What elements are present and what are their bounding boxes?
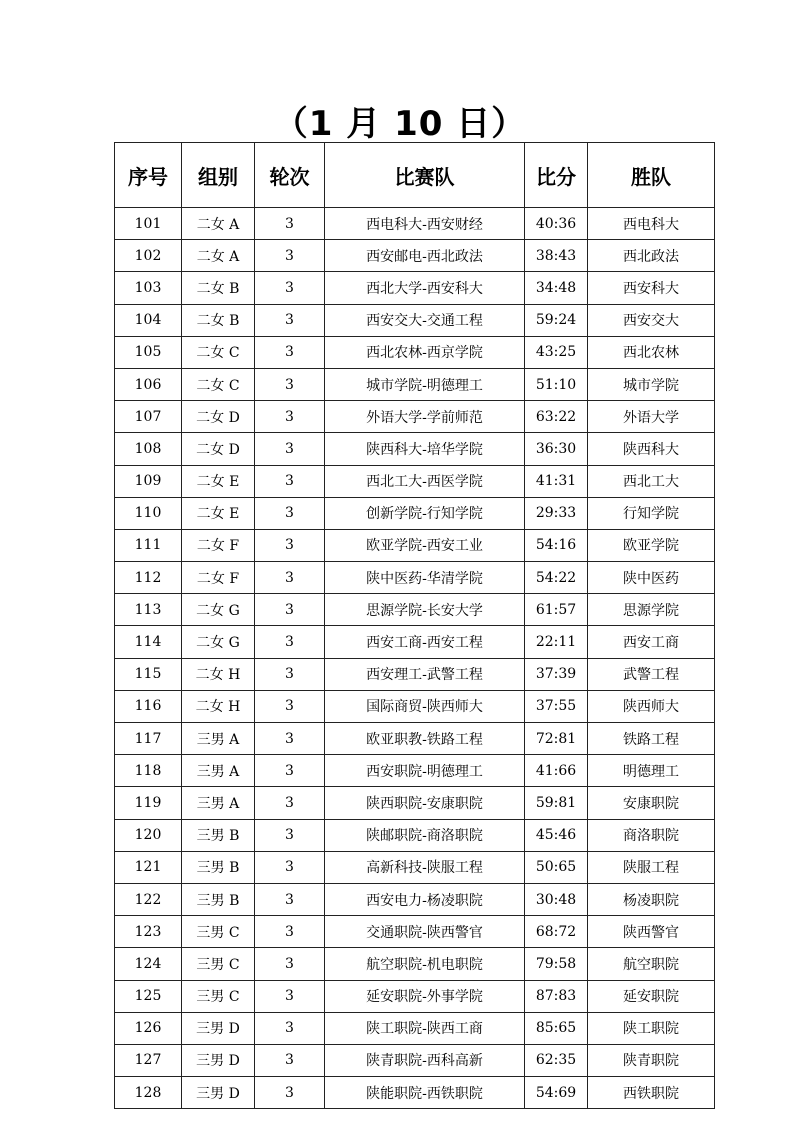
cell-teams: 国际商贸-陕西师大 bbox=[325, 690, 525, 722]
cell-round: 3 bbox=[255, 723, 325, 755]
cell-teams: 西安职院-明德理工 bbox=[325, 755, 525, 787]
cell-group: 三男 D bbox=[182, 1044, 255, 1076]
table-row bbox=[115, 272, 715, 304]
table-row bbox=[115, 208, 715, 240]
cell-teams: 思源学院-长安大学 bbox=[325, 594, 525, 626]
cell-round: 3 bbox=[255, 465, 325, 497]
cell-score: 41:66 bbox=[525, 755, 588, 787]
cell-score: 72:81 bbox=[525, 723, 588, 755]
cell-winner: 西安交大 bbox=[588, 304, 715, 336]
cell-no: 118 bbox=[115, 755, 182, 787]
cell-no: 114 bbox=[115, 626, 182, 658]
cell-no: 120 bbox=[115, 819, 182, 851]
cell-winner: 西电科大 bbox=[588, 208, 715, 240]
cell-round: 3 bbox=[255, 433, 325, 465]
cell-group: 二女 D bbox=[182, 401, 255, 433]
cell-score: 22:11 bbox=[525, 626, 588, 658]
cell-winner: 杨凌职院 bbox=[588, 883, 715, 915]
cell-teams: 航空职院-机电职院 bbox=[325, 948, 525, 980]
cell-score: 29:33 bbox=[525, 497, 588, 529]
cell-score: 59:24 bbox=[525, 304, 588, 336]
header-teams: 比赛队 bbox=[325, 143, 525, 208]
cell-teams: 陕西职院-安康职院 bbox=[325, 787, 525, 819]
cell-teams: 西电科大-西安财经 bbox=[325, 208, 525, 240]
cell-winner: 延安职院 bbox=[588, 980, 715, 1012]
table-row bbox=[115, 465, 715, 497]
table-row bbox=[115, 562, 715, 594]
cell-score: 45:46 bbox=[525, 819, 588, 851]
cell-no: 101 bbox=[115, 208, 182, 240]
cell-winner: 陕中医药 bbox=[588, 562, 715, 594]
cell-winner: 安康职院 bbox=[588, 787, 715, 819]
cell-no: 112 bbox=[115, 562, 182, 594]
cell-no: 115 bbox=[115, 658, 182, 690]
cell-winner: 西北政法 bbox=[588, 240, 715, 272]
cell-no: 111 bbox=[115, 529, 182, 561]
cell-score: 61:57 bbox=[525, 594, 588, 626]
cell-teams: 西北工大-西医学院 bbox=[325, 465, 525, 497]
cell-round: 3 bbox=[255, 948, 325, 980]
cell-no: 113 bbox=[115, 594, 182, 626]
table-header-row bbox=[115, 143, 715, 208]
cell-round: 3 bbox=[255, 883, 325, 915]
cell-winner: 西北农林 bbox=[588, 336, 715, 368]
header-score: 比分 bbox=[525, 143, 588, 208]
table-row bbox=[115, 1044, 715, 1076]
cell-group: 二女 F bbox=[182, 529, 255, 561]
cell-group: 二女 F bbox=[182, 562, 255, 594]
cell-winner: 陕青职院 bbox=[588, 1044, 715, 1076]
cell-group: 二女 C bbox=[182, 336, 255, 368]
table-row bbox=[115, 497, 715, 529]
cell-no: 122 bbox=[115, 883, 182, 915]
cell-score: 43:25 bbox=[525, 336, 588, 368]
cell-score: 68:72 bbox=[525, 916, 588, 948]
table-row bbox=[115, 819, 715, 851]
table-row bbox=[115, 626, 715, 658]
table-body bbox=[115, 208, 715, 1109]
cell-round: 3 bbox=[255, 304, 325, 336]
cell-group: 三男 C bbox=[182, 916, 255, 948]
table-row bbox=[115, 304, 715, 336]
table-row bbox=[115, 883, 715, 915]
cell-score: 79:58 bbox=[525, 948, 588, 980]
cell-winner: 陕服工程 bbox=[588, 851, 715, 883]
cell-score: 40:36 bbox=[525, 208, 588, 240]
cell-group: 二女 A bbox=[182, 240, 255, 272]
cell-score: 37:55 bbox=[525, 690, 588, 722]
cell-no: 108 bbox=[115, 433, 182, 465]
table-row bbox=[115, 723, 715, 755]
cell-round: 3 bbox=[255, 368, 325, 400]
cell-teams: 陕青职院-西科高新 bbox=[325, 1044, 525, 1076]
cell-group: 二女 G bbox=[182, 594, 255, 626]
cell-winner: 西安工商 bbox=[588, 626, 715, 658]
cell-group: 二女 A bbox=[182, 208, 255, 240]
cell-group: 三男 C bbox=[182, 980, 255, 1012]
cell-winner: 西铁职院 bbox=[588, 1077, 715, 1109]
cell-no: 123 bbox=[115, 916, 182, 948]
cell-winner: 城市学院 bbox=[588, 368, 715, 400]
cell-group: 三男 B bbox=[182, 883, 255, 915]
header-round: 轮次 bbox=[255, 143, 325, 208]
cell-no: 110 bbox=[115, 497, 182, 529]
cell-score: 54:69 bbox=[525, 1077, 588, 1109]
cell-score: 62:35 bbox=[525, 1044, 588, 1076]
table-row bbox=[115, 916, 715, 948]
results-table bbox=[114, 142, 715, 1109]
cell-winner: 西安科大 bbox=[588, 272, 715, 304]
cell-group: 三男 B bbox=[182, 851, 255, 883]
cell-teams: 西安邮电-西北政法 bbox=[325, 240, 525, 272]
cell-score: 30:48 bbox=[525, 883, 588, 915]
cell-winner: 陕西警官 bbox=[588, 916, 715, 948]
table-row bbox=[115, 368, 715, 400]
cell-no: 102 bbox=[115, 240, 182, 272]
cell-winner: 航空职院 bbox=[588, 948, 715, 980]
cell-no: 106 bbox=[115, 368, 182, 400]
table-row bbox=[115, 1012, 715, 1044]
cell-no: 103 bbox=[115, 272, 182, 304]
cell-winner: 行知学院 bbox=[588, 497, 715, 529]
header-group: 组别 bbox=[182, 143, 255, 208]
cell-score: 36:30 bbox=[525, 433, 588, 465]
cell-round: 3 bbox=[255, 401, 325, 433]
cell-group: 三男 A bbox=[182, 787, 255, 819]
cell-teams: 西北大学-西安科大 bbox=[325, 272, 525, 304]
table-row bbox=[115, 787, 715, 819]
cell-score: 50:65 bbox=[525, 851, 588, 883]
table-row bbox=[115, 980, 715, 1012]
table-row bbox=[115, 433, 715, 465]
cell-no: 107 bbox=[115, 401, 182, 433]
cell-round: 3 bbox=[255, 1077, 325, 1109]
cell-no: 128 bbox=[115, 1077, 182, 1109]
cell-round: 3 bbox=[255, 1044, 325, 1076]
cell-teams: 延安职院-外事学院 bbox=[325, 980, 525, 1012]
cell-no: 105 bbox=[115, 336, 182, 368]
header-winner: 胜队 bbox=[588, 143, 715, 208]
cell-teams: 陕能职院-西铁职院 bbox=[325, 1077, 525, 1109]
table-row bbox=[115, 529, 715, 561]
table-row bbox=[115, 1077, 715, 1109]
cell-teams: 西安工商-西安工程 bbox=[325, 626, 525, 658]
cell-group: 二女 H bbox=[182, 690, 255, 722]
cell-round: 3 bbox=[255, 497, 325, 529]
table-row bbox=[115, 240, 715, 272]
cell-score: 63:22 bbox=[525, 401, 588, 433]
cell-teams: 城市学院-明德理工 bbox=[325, 368, 525, 400]
page-title: （1 月 10 日） bbox=[273, 104, 527, 144]
cell-round: 3 bbox=[255, 658, 325, 690]
cell-group: 三男 C bbox=[182, 948, 255, 980]
cell-round: 3 bbox=[255, 819, 325, 851]
cell-teams: 陕邮职院-商洛职院 bbox=[325, 819, 525, 851]
cell-group: 二女 E bbox=[182, 497, 255, 529]
cell-no: 104 bbox=[115, 304, 182, 336]
cell-group: 二女 E bbox=[182, 465, 255, 497]
table-row bbox=[115, 948, 715, 980]
cell-group: 二女 C bbox=[182, 368, 255, 400]
table-row bbox=[115, 401, 715, 433]
table-row bbox=[115, 690, 715, 722]
cell-winner: 陕西师大 bbox=[588, 690, 715, 722]
cell-round: 3 bbox=[255, 787, 325, 819]
cell-winner: 西北工大 bbox=[588, 465, 715, 497]
cell-round: 3 bbox=[255, 1012, 325, 1044]
cell-winner: 思源学院 bbox=[588, 594, 715, 626]
cell-winner: 外语大学 bbox=[588, 401, 715, 433]
cell-round: 3 bbox=[255, 980, 325, 1012]
cell-round: 3 bbox=[255, 529, 325, 561]
cell-group: 二女 H bbox=[182, 658, 255, 690]
cell-score: 41:31 bbox=[525, 465, 588, 497]
cell-teams: 西安理工-武警工程 bbox=[325, 658, 525, 690]
cell-winner: 欧亚学院 bbox=[588, 529, 715, 561]
cell-round: 3 bbox=[255, 755, 325, 787]
cell-no: 116 bbox=[115, 690, 182, 722]
cell-round: 3 bbox=[255, 594, 325, 626]
cell-winner: 陕工职院 bbox=[588, 1012, 715, 1044]
cell-teams: 欧亚学院-西安工业 bbox=[325, 529, 525, 561]
cell-winner: 商洛职院 bbox=[588, 819, 715, 851]
cell-round: 3 bbox=[255, 626, 325, 658]
cell-round: 3 bbox=[255, 690, 325, 722]
cell-teams: 交通职院-陕西警官 bbox=[325, 916, 525, 948]
cell-group: 三男 B bbox=[182, 819, 255, 851]
cell-score: 59:81 bbox=[525, 787, 588, 819]
cell-no: 109 bbox=[115, 465, 182, 497]
table-row bbox=[115, 851, 715, 883]
cell-score: 87:83 bbox=[525, 980, 588, 1012]
table-row bbox=[115, 755, 715, 787]
cell-score: 85:65 bbox=[525, 1012, 588, 1044]
cell-group: 二女 G bbox=[182, 626, 255, 658]
table-row bbox=[115, 658, 715, 690]
cell-teams: 西安交大-交通工程 bbox=[325, 304, 525, 336]
cell-teams: 陕中医药-华清学院 bbox=[325, 562, 525, 594]
cell-winner: 明德理工 bbox=[588, 755, 715, 787]
cell-teams: 西安电力-杨凌职院 bbox=[325, 883, 525, 915]
cell-group: 二女 D bbox=[182, 433, 255, 465]
cell-no: 117 bbox=[115, 723, 182, 755]
cell-no: 124 bbox=[115, 948, 182, 980]
cell-winner: 武警工程 bbox=[588, 658, 715, 690]
cell-no: 125 bbox=[115, 980, 182, 1012]
cell-teams: 欧亚职教-铁路工程 bbox=[325, 723, 525, 755]
cell-group: 三男 A bbox=[182, 723, 255, 755]
cell-score: 37:39 bbox=[525, 658, 588, 690]
table-row bbox=[115, 594, 715, 626]
table-row bbox=[115, 336, 715, 368]
cell-score: 54:22 bbox=[525, 562, 588, 594]
cell-score: 38:43 bbox=[525, 240, 588, 272]
cell-group: 二女 B bbox=[182, 304, 255, 336]
cell-round: 3 bbox=[255, 336, 325, 368]
cell-score: 51:10 bbox=[525, 368, 588, 400]
cell-round: 3 bbox=[255, 208, 325, 240]
cell-group: 二女 B bbox=[182, 272, 255, 304]
cell-group: 三男 A bbox=[182, 755, 255, 787]
cell-group: 三男 D bbox=[182, 1077, 255, 1109]
cell-round: 3 bbox=[255, 851, 325, 883]
cell-no: 121 bbox=[115, 851, 182, 883]
cell-round: 3 bbox=[255, 272, 325, 304]
cell-teams: 陕工职院-陕西工商 bbox=[325, 1012, 525, 1044]
cell-teams: 陕西科大-培华学院 bbox=[325, 433, 525, 465]
cell-score: 34:48 bbox=[525, 272, 588, 304]
cell-winner: 陕西科大 bbox=[588, 433, 715, 465]
cell-teams: 西北农林-西京学院 bbox=[325, 336, 525, 368]
cell-group: 三男 D bbox=[182, 1012, 255, 1044]
cell-teams: 创新学院-行知学院 bbox=[325, 497, 525, 529]
cell-no: 126 bbox=[115, 1012, 182, 1044]
cell-round: 3 bbox=[255, 562, 325, 594]
cell-no: 119 bbox=[115, 787, 182, 819]
cell-score: 54:16 bbox=[525, 529, 588, 561]
cell-teams: 外语大学-学前师范 bbox=[325, 401, 525, 433]
cell-winner: 铁路工程 bbox=[588, 723, 715, 755]
cell-round: 3 bbox=[255, 240, 325, 272]
header-no: 序号 bbox=[115, 143, 182, 208]
cell-round: 3 bbox=[255, 916, 325, 948]
cell-teams: 高新科技-陕服工程 bbox=[325, 851, 525, 883]
cell-no: 127 bbox=[115, 1044, 182, 1076]
